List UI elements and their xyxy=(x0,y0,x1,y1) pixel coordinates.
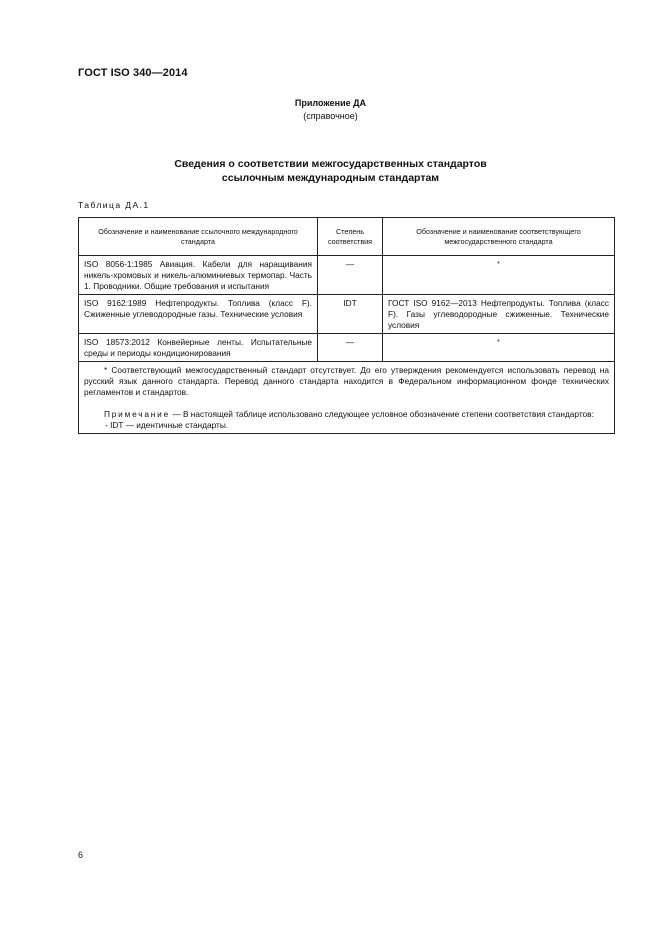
table-row xyxy=(79,334,615,362)
cell-interstate-standard: * xyxy=(383,256,615,295)
cell-degree: IDT xyxy=(318,295,383,334)
table-label: Таблица ДА.1 xyxy=(78,200,150,210)
note-text: — В настоящей таблице использовано следующее условное обозначение степени соответствия стандартов: xyxy=(172,409,594,419)
table-note xyxy=(84,409,609,420)
correspondence-table xyxy=(78,217,615,434)
column-header-interstate: Обозначение и наименование соответствующего межгосударственного стандарта xyxy=(383,218,615,256)
note-label: Примечание xyxy=(104,409,171,419)
table-notes-row xyxy=(79,362,615,434)
table-header-row xyxy=(79,218,615,256)
cell-interstate-standard: * xyxy=(383,334,615,362)
table-row xyxy=(79,256,615,295)
note-item: - IDT — идентичные стандарты. xyxy=(105,420,229,430)
table-footnote: * Соответствующий межгосударственный стандарт отсутствует. До его утверждения рекомендуется использовать перевод на русский язык данного стандарта. Перевод данного стандарта находится в Федеральном информационном фонде технических регламентов и стандартов. xyxy=(84,365,609,397)
section-heading-line-1: Сведения о соответствии межгосударственных стандартов xyxy=(174,158,487,170)
annex-subtitle: (справочное) xyxy=(303,111,358,121)
document-header: ГОСТ ISO 340—2014 xyxy=(78,67,188,79)
cell-international-standard: ISO 18573:2012 Конвейерные ленты. Испытательные среды и периоды кондиционирования xyxy=(79,334,318,362)
column-header-international: Обозначение и наименование ссылочного международного стандарта xyxy=(79,218,318,256)
section-heading-line-2: ссылочным международным стандартам xyxy=(221,172,440,184)
annex-title: Приложение ДА xyxy=(294,98,367,108)
cell-international-standard: ISO 9162:1989 Нефтепродукты. Топлива (класс F). Сжиженные углеводородные газы. Технические условия xyxy=(79,295,318,334)
table-row xyxy=(79,295,615,334)
annex-heading xyxy=(0,97,661,123)
cell-interstate-standard: ГОСТ ISO 9162—2013 Нефтепродукты. Топлива (класс F). Газы углеводородные сжиженные. Технические условия xyxy=(383,295,615,334)
cell-degree: — xyxy=(318,334,383,362)
cell-degree: — xyxy=(318,256,383,295)
section-heading xyxy=(0,157,661,185)
page-number: 6 xyxy=(78,850,84,860)
cell-international-standard: ISO 8056-1:1985 Авиация. Кабели для наращивания никель-хромовых и никель-алюминиевых термопар. Часть 1. Проводники. Общие требования и испытания xyxy=(79,256,318,295)
column-header-degree: Степень соответствия xyxy=(318,218,383,256)
table-notes xyxy=(79,362,615,434)
